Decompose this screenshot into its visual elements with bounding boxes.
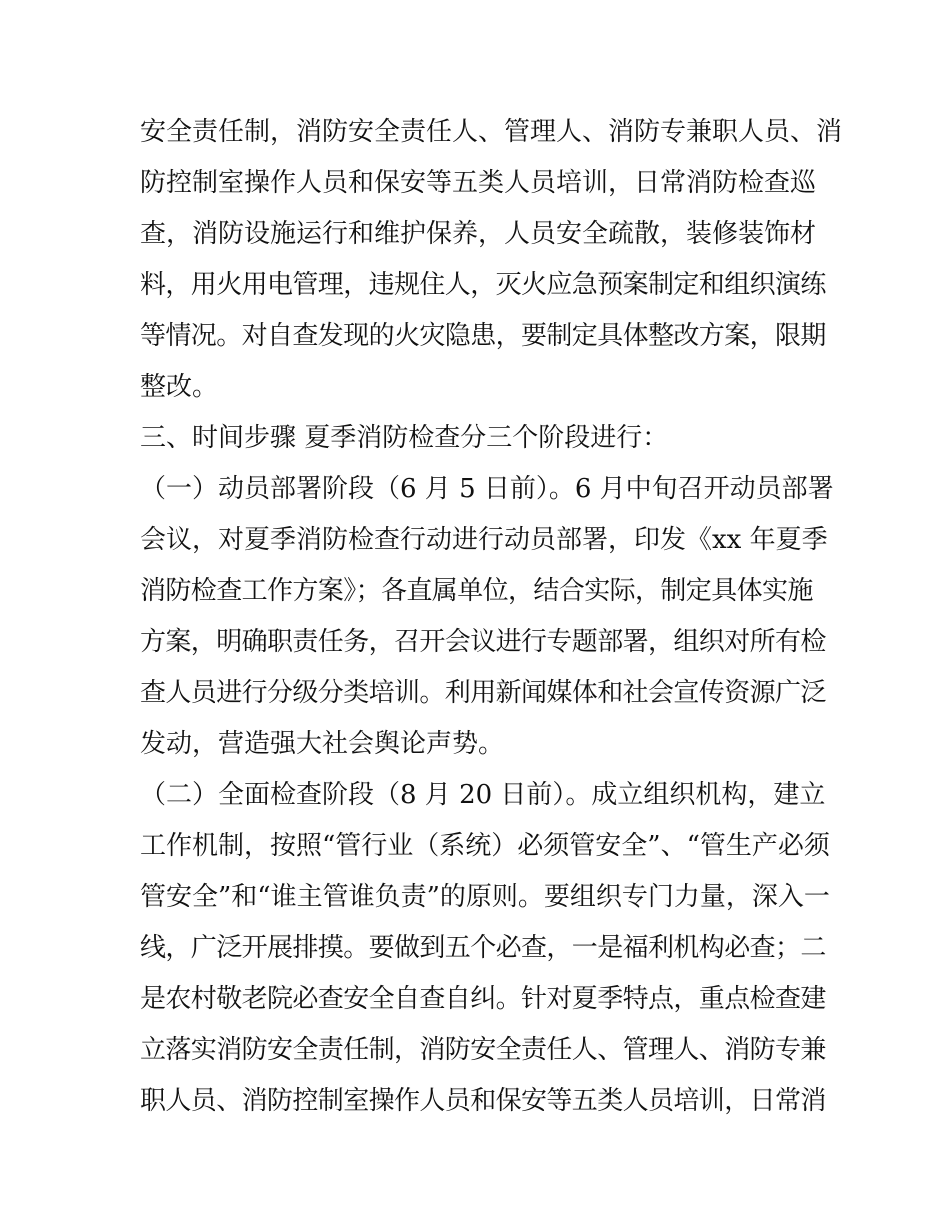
body-text	[140, 107, 843, 1127]
text-line: 防控制室操作人员和保安等五类人员培训，日常消防检查巡	[140, 168, 817, 198]
section-heading: 三、时间步骤 夏季消防检查分三个阶段进行：	[140, 423, 669, 453]
text-line: 会议，对夏季消防检查行动进行动员部署，印发《xx 年夏季	[140, 525, 828, 555]
text-line: 发动，营造强大社会舆论声势。	[140, 729, 505, 759]
text-line: 料，用火用电管理，违规住人，灭火应急预案制定和组织演练	[140, 270, 826, 300]
text-line: 工作机制，按照“管行业（系统）必须管安全”、“管生产必须	[140, 831, 830, 861]
text-line: 方案，明确职责任务，召开会议进行专题部署，组织对所有检	[140, 627, 826, 657]
text-line: （二）全面检查阶段（8 月 20 日前）。成立组织机构，建立	[140, 780, 826, 810]
text-line: （一）动员部署阶段（6 月 5 日前）。6 月中旬召开动员部署	[140, 474, 834, 504]
text-line: 消防检查工作方案》；各直属单位，结合实际，制定具体实施	[140, 576, 813, 606]
text-line: 是农村敬老院必查安全自查自纠。针对夏季特点，重点检查建	[140, 984, 826, 1014]
text-line: 立落实消防安全责任制，消防安全责任人、管理人、消防专兼	[140, 1035, 826, 1065]
text-line: 查，消防设施运行和维护保养，人员安全疏散，装修装饰材	[140, 219, 817, 249]
text-line: 线，广泛开展排摸。要做到五个必查，一是福利机构必查；二	[140, 933, 826, 963]
text-line: 安全责任制，消防安全责任人、管理人、消防专兼职人员、消	[140, 117, 843, 147]
text-line: 等情况。对自查发现的火灾隐患，要制定具体整改方案，限期	[140, 321, 826, 351]
text-line: 职人员、消防控制室操作人员和保安等五类人员培训，日常消	[140, 1086, 826, 1116]
text-line: 查人员进行分级分类培训。利用新闻媒体和社会宣传资源广泛	[140, 678, 826, 708]
text-line: 整改。	[140, 372, 219, 402]
text-line: 管安全”和“谁主管谁负责”的原则。要组织专门力量，深入一	[140, 882, 830, 912]
